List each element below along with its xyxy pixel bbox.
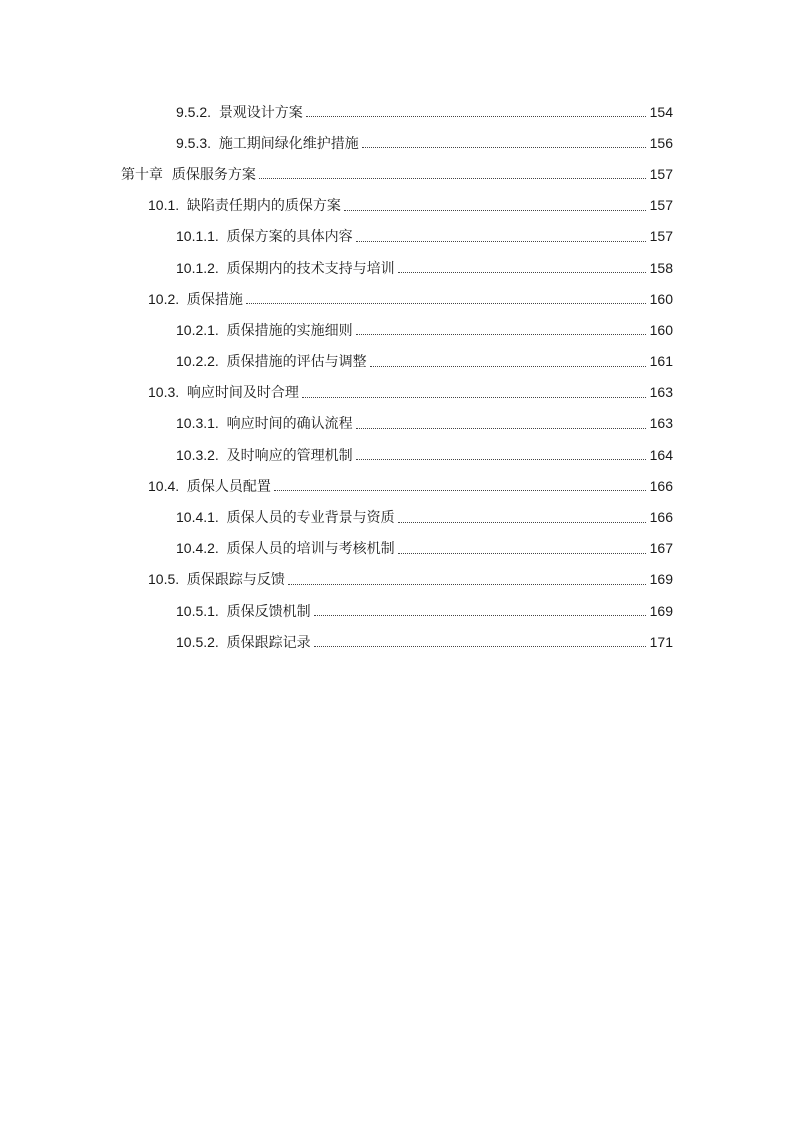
dot-leader [259, 178, 646, 179]
dot-leader [306, 116, 646, 117]
toc-entry-title: 施工期间绿化维护措施 [218, 135, 359, 152]
toc-entry[interactable] [0, 470, 793, 501]
toc-entry-title: 质保人员的培训与考核机制 [226, 541, 395, 558]
toc-entry-number: 10.5. [148, 571, 180, 588]
toc-entry[interactable] [0, 533, 793, 564]
toc-entry-page-number: 166 [649, 477, 673, 494]
dot-leader [314, 646, 646, 647]
toc-entry[interactable] [0, 408, 793, 439]
toc-entry-title: 质保措施 [186, 291, 243, 308]
toc-entry[interactable] [0, 252, 793, 283]
toc-entry[interactable] [0, 377, 793, 408]
toc-entry-number: 10.5.2. [176, 633, 219, 650]
toc-entry-title: 质保措施的实施细则 [226, 322, 353, 339]
toc-entry-title: 缺陷责任期内的质保方案 [186, 198, 341, 215]
dot-leader [356, 241, 646, 242]
toc-entry[interactable] [0, 564, 793, 595]
toc-entry-page-number: 169 [649, 602, 673, 619]
toc-entry-number: 10.5.1. [176, 602, 219, 619]
toc-entry-number: 10.3.2. [176, 446, 219, 463]
dot-leader [288, 584, 646, 585]
toc-entry-title: 质保跟踪记录 [226, 634, 311, 651]
toc-entry-title: 质保方案的具体内容 [226, 229, 353, 246]
toc-entry-title: 质保反馈机制 [226, 603, 311, 620]
toc-entry-page-number: 157 [649, 228, 673, 245]
toc-entry-number: 9.5.2. [176, 103, 212, 120]
toc-entry-page-number: 158 [649, 259, 673, 276]
toc-entry-page-number: 163 [649, 415, 673, 432]
toc-entry-chapter[interactable] [0, 158, 793, 189]
dot-leader [398, 522, 646, 523]
dot-leader [398, 272, 646, 273]
toc-entry-page-number: 163 [649, 384, 673, 401]
dot-leader [274, 490, 646, 491]
toc-entry[interactable] [0, 595, 793, 626]
toc-entry-title: 响应时间及时合理 [186, 385, 299, 402]
toc-entry-title: 质保期内的技术支持与培训 [226, 260, 395, 277]
toc-entry-page-number: 171 [649, 633, 673, 650]
toc-entry-number: 10.4. [148, 477, 180, 494]
toc-entry-page-number: 161 [649, 353, 673, 370]
toc-entry-number: 10.2.2. [176, 353, 219, 370]
toc-entry-title: 及时响应的管理机制 [226, 447, 353, 464]
toc-entry-page-number: 164 [649, 446, 673, 463]
toc-entry-page-number: 167 [649, 540, 673, 557]
toc-entry-title: 质保人员配置 [186, 478, 271, 495]
toc-entry-page-number: 160 [649, 290, 673, 307]
dot-leader [302, 397, 646, 398]
toc-entry-title: 质保跟踪与反馈 [186, 572, 285, 589]
table-of-contents [0, 96, 793, 657]
toc-entry[interactable] [0, 314, 793, 345]
toc-entry[interactable] [0, 96, 793, 127]
toc-entry-number: 10.1.1. [176, 228, 219, 245]
toc-entry-page-number: 154 [649, 103, 673, 120]
toc-entry-number: 9.5.3. [176, 134, 212, 151]
toc-entry-page-number: 160 [649, 321, 673, 338]
toc-entry-page-number: 157 [649, 165, 673, 182]
dot-leader [246, 303, 646, 304]
toc-entry[interactable] [0, 501, 793, 532]
toc-entry-number: 10.3. [148, 384, 180, 401]
toc-entry-page-number: 156 [649, 134, 673, 151]
toc-entry-title: 景观设计方案 [218, 104, 303, 121]
dot-leader [314, 615, 646, 616]
toc-entry-number: 10.4.2. [176, 540, 219, 557]
dot-leader [398, 553, 646, 554]
dot-leader [356, 334, 646, 335]
toc-entry-title: 质保措施的评估与调整 [226, 354, 367, 371]
toc-entry[interactable] [0, 190, 793, 221]
toc-entry-title: 响应时间的确认流程 [226, 416, 353, 433]
toc-entry-number: 第十章 [121, 166, 163, 183]
toc-entry-number: 10.2.1. [176, 321, 219, 338]
toc-entry-page-number: 157 [649, 197, 673, 214]
toc-entry-page-number: 169 [649, 571, 673, 588]
dot-leader [370, 366, 646, 367]
toc-entry-number: 10.1. [148, 197, 180, 214]
dot-leader [344, 210, 646, 211]
toc-entry-number: 10.3.1. [176, 415, 219, 432]
toc-entry[interactable] [0, 346, 793, 377]
dot-leader [356, 459, 646, 460]
dot-leader [356, 428, 646, 429]
toc-entry[interactable] [0, 127, 793, 158]
toc-entry-number: 10.1.2. [176, 259, 219, 276]
toc-entry-title: 质保服务方案 [171, 166, 256, 183]
dot-leader [362, 147, 646, 148]
toc-entry[interactable] [0, 439, 793, 470]
toc-entry[interactable] [0, 626, 793, 657]
toc-entry[interactable] [0, 221, 793, 252]
toc-entry-page-number: 166 [649, 509, 673, 526]
toc-entry-title: 质保人员的专业背景与资质 [226, 510, 395, 527]
toc-entry-number: 10.4.1. [176, 509, 219, 526]
toc-entry[interactable] [0, 283, 793, 314]
toc-entry-number: 10.2. [148, 290, 180, 307]
